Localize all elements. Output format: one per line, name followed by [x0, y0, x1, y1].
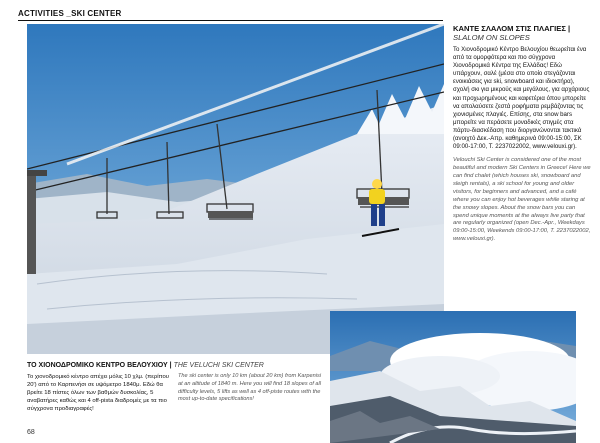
ski-chairlift-photo: [27, 24, 444, 354]
article-title-greek: ΚΑΝΤΕ ΣΛΑΛΟΜ ΣΤΙΣ ΠΛΑΓΙΕΣ |: [453, 24, 571, 33]
mountain-clouds-photo: [330, 311, 576, 443]
ski-center-caption-title: [27, 361, 327, 370]
article-body-english: Velouchi Ski Center is considered one of the most beautiful and modern Ski Centers in Greece! Here we can find chalet (which houses ski, snowboard and sleigh rentals), a ski school for young and older visitors, for beginners and advanced, and a café where you can enjoy hot beverages while staring at the snowy slopes. About the snow bars you can spend unique moments at the always live party that are regularly organized (open Dec.-Apr., Weekdays 09:00-15:00, Weekends 09:00-17:00, T. 2237022002, www.velouxi.gr).: [453, 157, 591, 243]
caption-title-english: THE VELUCHI SKI CENTER: [173, 362, 264, 369]
slalom-article: [453, 24, 591, 244]
article-body-greek: Το Χιονοδρομικό Κέντρο Βελουχίου θεωρείται ένα από τα ομορφότερα και πιο σύγχρονα Χιονοδρομικά Κέντρα της Ελλάδας! Εδώ υπάρχουν, σαλέ (μέσα στο οποίο στεγάζονται ενοικιάσεις για ski, snowboard και ιδιοκτήρα), σχολή σκι για μικρούς και μεγάλους, για αρχάριους και προχωρημένους και καφετέρια όπου μπορείτε να απολαύσετε ζεστά ροφήματα ρεμβάζοντας τις χιονισμένες πλαγιές. Επίσης, στα snow bars μπορείτε να περάσετε μοναδικές στιγμές στα πάρτυ-διασκέδαση που διοργανώνονται τακτικά (ανοιχτό Δεκ.-Απρ. καθημερινά 09:00-15:00, ΣΚ 09:00-17:00, Τ. 2237022002, www.velouxi.gr).: [453, 46, 590, 151]
caption-body-english: The ski center is only 10 km (about 20 km) from Karpenisi at an altitude of 1840 m. Here you will find 18 slopes of all difficulty levels, 5 lifts as well as 4 off-piste routes with the most up-to-date specifications!: [178, 373, 322, 403]
section-header: [18, 6, 443, 21]
caption-title-greek: ΤΟ ΧΙΟΝΟΔΡΟΜΙΚΟ ΚΕΝΤΡΟ ΒΕΛΟΥΧΙΟΥ |: [27, 362, 172, 369]
caption-body-greek: Το χιονοδρομικό κέντρο απέχει μόλις 10 χλμ. (περίπου 20') από το Καρπενήσι σε υψόμετρο 1840μ. Εδώ θα βρείτε 18 πίστες όλων των βαθμών δυσκολίας, 5 αναβατήρες καθώς και 4 off-pista διαδρομές με τα πιο σύγχρονα προδιαγραφές!: [27, 374, 169, 412]
page-number: 68: [27, 429, 35, 436]
article-title-english: SLALOM ON SLOPES: [453, 33, 530, 42]
section-label: ACTIVITIES _SKI CENTER: [18, 9, 122, 18]
